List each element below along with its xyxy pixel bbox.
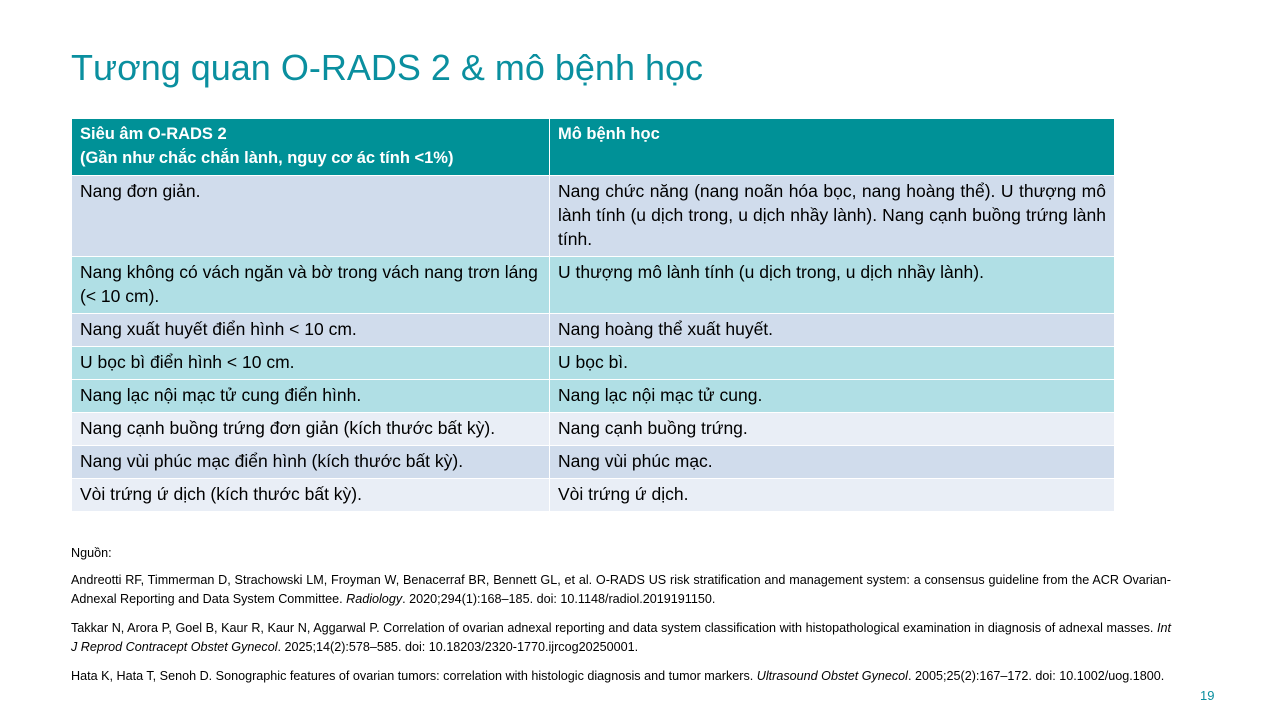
- cell-histopathology: Nang hoàng thể xuất huyết.: [550, 314, 1115, 347]
- reference-3: [71, 667, 1171, 686]
- header-ultrasound-subtitle: (Gần như chắc chắn lành, nguy cơ ác tính <1%): [80, 149, 454, 167]
- sources-label: Nguồn:: [71, 546, 112, 560]
- cell-histopathology: U thượng mô lành tính (u dịch trong, u dịch nhầy lành).: [550, 257, 1115, 314]
- reference-2: [71, 619, 1171, 657]
- cell-histopathology: Nang vùi phúc mạc.: [550, 446, 1115, 479]
- cell-ultrasound: Nang vùi phúc mạc điển hình (kích thước bất kỳ).: [72, 446, 550, 479]
- table-row: [72, 479, 1115, 512]
- cell-histopathology: Nang cạnh buồng trứng.: [550, 413, 1115, 446]
- reference-2-journal: Int J Reprod Contracept Obstet Gynecol: [71, 621, 1171, 654]
- reference-1: [71, 571, 1171, 609]
- cell-ultrasound: Nang lạc nội mạc tử cung điển hình.: [72, 380, 550, 413]
- reference-2-details: . 2025;14(2):578–585. doi: 10.18203/2320-1770.ijrcog20250001.: [277, 640, 639, 654]
- cell-histopathology: U bọc bì.: [550, 347, 1115, 380]
- reference-1-journal: Radiology: [346, 592, 403, 606]
- cell-histopathology: Nang lạc nội mạc tử cung.: [550, 380, 1115, 413]
- cell-histopathology: Vòi trứng ứ dịch.: [550, 479, 1115, 512]
- header-ultrasound-title: Siêu âm O-RADS 2: [80, 125, 227, 143]
- table-row: [72, 380, 1115, 413]
- table-row: [72, 176, 1115, 257]
- table-row: [72, 413, 1115, 446]
- cell-histopathology: Nang chức năng (nang noãn hóa bọc, nang hoàng thể). U thượng mô lành tính (u dịch trong, u dịch nhầy lành). Nang cạnh buồng trứng lành tính.: [550, 176, 1115, 257]
- correlation-table-container: [71, 118, 1114, 512]
- header-histopathology: Mô bệnh học: [550, 119, 1115, 176]
- slide-title: Tương quan O-RADS 2 & mô bệnh học: [71, 47, 704, 88]
- cell-ultrasound: U bọc bì điển hình < 10 cm.: [72, 347, 550, 380]
- table-row: [72, 347, 1115, 380]
- table-row: [72, 446, 1115, 479]
- reference-3-journal: Ultrasound Obstet Gynecol: [756, 669, 908, 683]
- cell-ultrasound: Nang không có vách ngăn và bờ trong vách nang trơn láng (< 10 cm).: [72, 257, 550, 314]
- table-row: [72, 314, 1115, 347]
- header-ultrasound: [72, 119, 550, 176]
- cell-ultrasound: Nang xuất huyết điển hình < 10 cm.: [72, 314, 550, 347]
- reference-1-details: . 2020;294(1):168–185. doi: 10.1148/radiol.2019191150.: [402, 592, 716, 606]
- page-number: 19: [1200, 688, 1215, 703]
- cell-ultrasound: Vòi trứng ứ dịch (kích thước bất kỳ).: [72, 479, 550, 512]
- cell-ultrasound: Nang cạnh buồng trứng đơn giản (kích thước bất kỳ).: [72, 413, 550, 446]
- correlation-table: [71, 118, 1115, 512]
- sources-section: [71, 544, 1171, 696]
- reference-2-text: Takkar N, Arora P, Goel B, Kaur R, Kaur N, Aggarwal P. Correlation of ovarian adnexal reporting and data system classification with histopathological examination in diagnosis of adnexal masses.: [71, 621, 1157, 635]
- reference-1-text: Andreotti RF, Timmerman D, Strachowski LM, Froyman W, Benacerraf BR, Bennett GL, et al. O-RADS US risk stratification and management system: a consensus guideline from the ACR Ovarian-Adnexal Reporting and Data System Committee.: [71, 573, 1171, 606]
- table-row: [72, 257, 1115, 314]
- cell-ultrasound: Nang đơn giản.: [72, 176, 550, 257]
- table-header-row: [72, 119, 1115, 176]
- reference-3-details: . 2005;25(2):167–172. doi: 10.1002/uog.1800.: [907, 669, 1165, 683]
- reference-3-text: Hata K, Hata T, Senoh D. Sonographic features of ovarian tumors: correlation with histologic diagnosis and tumor markers.: [71, 669, 757, 683]
